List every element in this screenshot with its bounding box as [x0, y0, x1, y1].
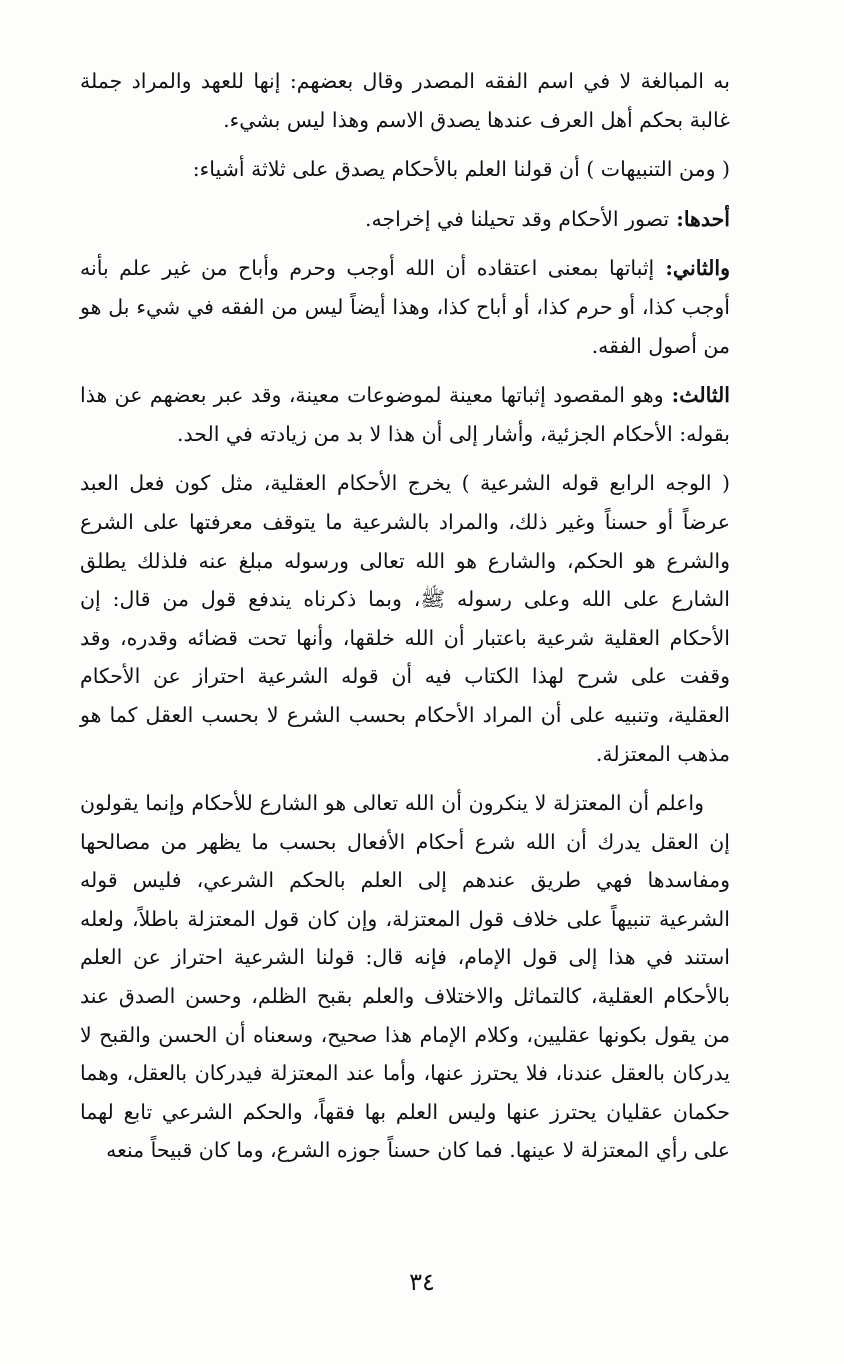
paragraph [80, 150, 730, 189]
paragraph-body: به المبالغة لا في اسم الفقه المصدر وقال بعضهم: إنها للعهد والمراد جملة غالبة بحكم أهل العرف عندها يصدق الاسم وهذا ليس بشيء. [80, 69, 730, 132]
paragraph [80, 200, 730, 239]
paragraph-body: إثباتها بمعنى اعتقاده أن الله أوجب وحرم وأباح من غير علم بأنه أوجب كذا، أو حرم كذا، أو أباح كذا، وهذا أيضاً ليس من الفقه في شيء بل هو من أصول الفقه. [80, 256, 730, 358]
paragraph-body: ( الوجه الرابع قوله الشرعية ) يخرج الأحكام العقلية، مثل كون فعل العبد عرضاً أو حسناً وغير ذلك، والمراد بالشرعية ما يتوقف معرفتها على الشرع والشرع هو الحكم، والشارع هو الله تعالى ورسوله مبلغ عنه فلذلك يطلق الشارع على الله وعلى رسوله ﷺ، وبما ذكرناه يندفع قول من قال: إن الأحكام العقلية شرعية باعتبار أن الله خلقها، وأنها تحت قضائه وقدره، وقد وقفت على شرح لهذا الكتاب فيه أن قوله الشرعية احتراز عن الأحكام العقلية، وتنبيه على أن المراد الأحكام بحسب الشرع لا بحسب العقل كما هو مذهب المعتزلة. [80, 471, 730, 766]
paragraph [80, 464, 730, 773]
paragraph-body: واعلم أن المعتزلة لا ينكرون أن الله تعالى هو الشارع للأحكام وإنما يقولون إن العقل يدرك أن الله شرع أحكام الأفعال بحسب ما يظهر من مصالحها ومفاسدها فهي طريق عندهم إلى العلم بالحكم الشرعي، فليس قوله الشرعية تنبيهاً على خلاف قول المعتزلة، وإن كان قول المعتزلة باطلاً، ولعله استند في هذا إلى قول الإمام، فإنه قال: قولنا الشرعية احتراز عن العلم بالأحكام العقلية، كالتماثل والاختلاف والعلم بقبح الظلم، وحسن الصدق عند من يقول بكونها عقليين، وكلام الإمام هذا صحيح، وسعناه أن الحسن والقبح لا يدركان بالعقل عندنا، فلا يحترز عنها، وأما عند المعتزلة فيدركان بالعقل، وهما حكمان عقليان يحترز عنها وليس العلم بها فقهاً، والحكم الشرعي تابع لهما على رأي المعتزلة لا عينها. فما كان حسناً جوزه الشرع، وما كان قبيحاً منعه [80, 791, 730, 1163]
paragraph-body: ( ومن التنبيهات ) أن قولنا العلم بالأحكام يصدق على ثلاثة أشياء: [192, 157, 730, 182]
paragraph-lead: أحدها: [669, 206, 730, 231]
paragraph [80, 249, 730, 365]
paragraph [80, 62, 730, 139]
page-number: ٣٤ [409, 1268, 435, 1296]
paragraph-lead: الثالث: [663, 383, 730, 408]
body-text [80, 62, 730, 1181]
paragraph-lead: والثاني: [654, 256, 730, 281]
paragraph-body: تصور الأحكام وقد تحيلنا في إخراجه. [364, 206, 670, 231]
paragraph [80, 784, 730, 1170]
paragraph [80, 376, 730, 453]
paragraph-body: وهو المقصود إثباتها معينة لموضوعات معينة، وقد عبر بعضهم عن هذا بقوله: الأحكام الجزئية، وأشار إلى أن هذا لا بد من زيادته في الحد. [80, 383, 730, 446]
